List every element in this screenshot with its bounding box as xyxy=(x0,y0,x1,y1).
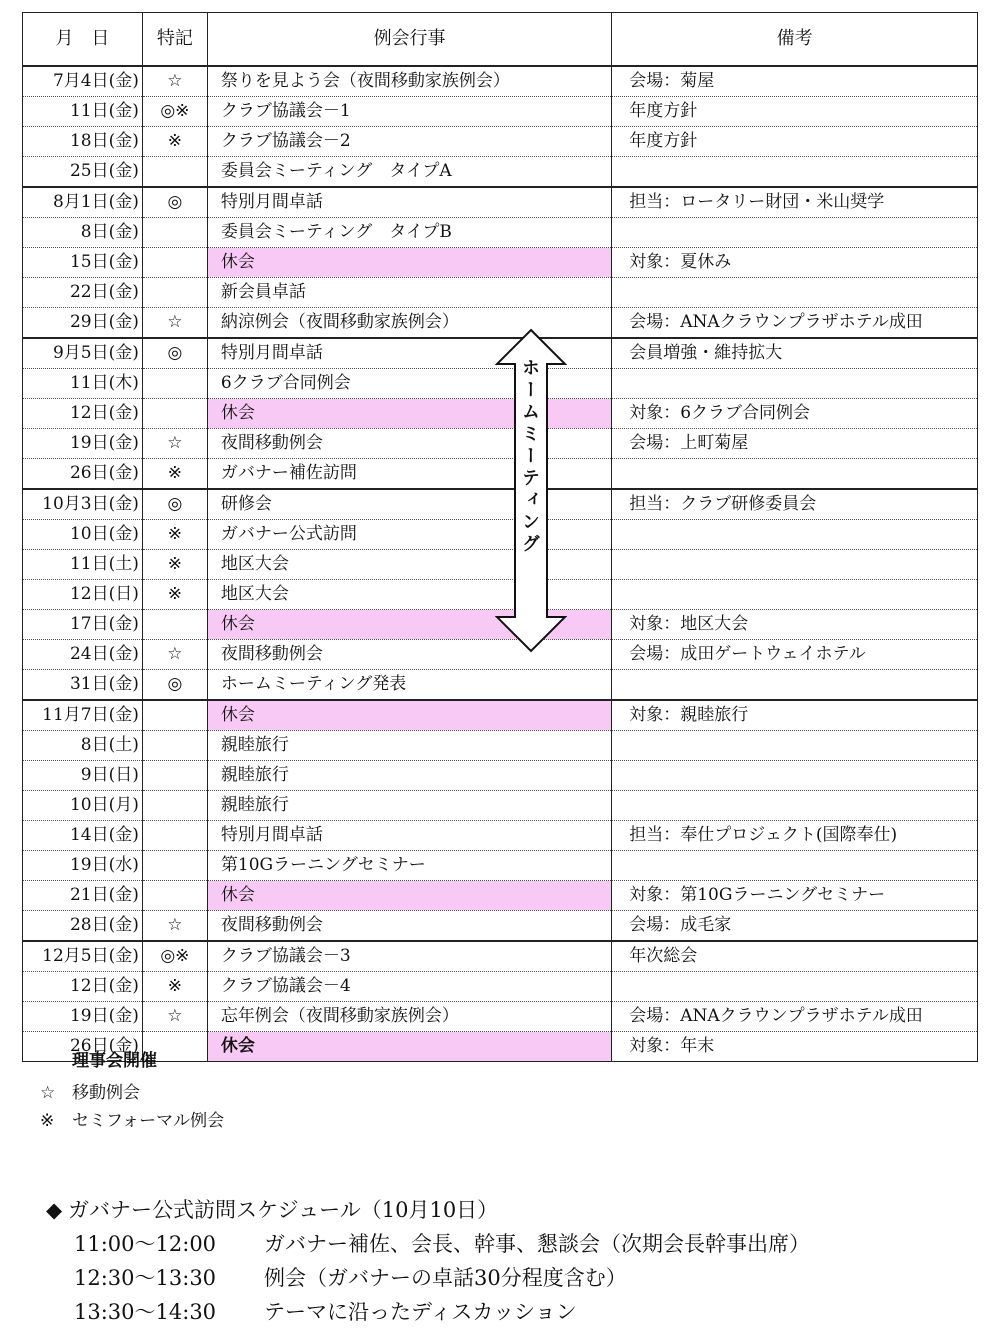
table-row xyxy=(23,127,978,157)
table-row xyxy=(23,218,978,248)
event-cell: 休会 xyxy=(207,248,611,278)
event-cell: ガバナー補佐訪問 xyxy=(207,459,611,490)
note-cell xyxy=(612,580,978,610)
date-cell: 9月5日(金) xyxy=(23,338,143,369)
mark-cell: ◎ xyxy=(142,670,207,701)
mark-cell xyxy=(142,278,207,308)
event-cell: 委員会ミーティング タイプB xyxy=(207,218,611,248)
mark-cell: ☆ xyxy=(142,911,207,942)
mark-cell: ※ xyxy=(142,972,207,1002)
event-cell: ガバナー公式訪問 xyxy=(207,520,611,550)
legend-semiformal-meeting xyxy=(40,1106,224,1131)
event-cell: 休会 xyxy=(207,610,611,640)
note-cell: 対象：親睦旅行 xyxy=(612,700,978,731)
note-cell xyxy=(612,218,978,248)
visit-time: 13:30～14:30 xyxy=(74,1300,217,1324)
visit-desc: テーマに沿ったディスカッション xyxy=(264,1300,577,1324)
date-cell: 25日(金) xyxy=(23,157,143,188)
diamond-bullet-icon: ◆ xyxy=(46,1198,63,1222)
note-cell: 会場：上町菊屋 xyxy=(612,429,978,459)
note-cell xyxy=(612,972,978,1002)
mark-cell: ※ xyxy=(142,520,207,550)
header-note: 備考 xyxy=(612,13,978,67)
date-cell: 19日(金) xyxy=(23,429,143,459)
event-cell: 委員会ミーティング タイプA xyxy=(207,157,611,188)
table-row xyxy=(23,670,978,701)
date-cell: 10日(金) xyxy=(23,520,143,550)
event-cell: 親睦旅行 xyxy=(207,791,611,821)
date-cell: 8月1日(金) xyxy=(23,187,143,218)
note-cell xyxy=(612,851,978,881)
date-cell: 12月5日(金) xyxy=(23,941,143,972)
note-cell: 対象：6クラブ合同例会 xyxy=(612,399,978,429)
date-cell: 10日(月) xyxy=(23,791,143,821)
mark-cell: ☆ xyxy=(142,429,207,459)
event-cell: 親睦旅行 xyxy=(207,761,611,791)
mark-cell: ◎※ xyxy=(142,941,207,972)
mark-cell: ☆ xyxy=(142,640,207,670)
event-cell: 休会 xyxy=(207,881,611,911)
visit-time: 11:00～12:00 xyxy=(74,1232,217,1256)
event-cell: 研修会 xyxy=(207,489,611,520)
note-cell: 担当：奉仕プロジェクト(国際奉仕) xyxy=(612,821,978,851)
note-cell: 担当：クラブ研修委員会 xyxy=(612,489,978,520)
date-cell: 7月4日(金) xyxy=(23,66,143,97)
note-cell xyxy=(612,369,978,399)
event-cell: クラブ協議会－1 xyxy=(207,97,611,127)
note-cell xyxy=(612,550,978,580)
note-cell: 担当：ロータリー財団・米山奨学 xyxy=(612,187,978,218)
date-cell: 18日(金) xyxy=(23,127,143,157)
mark-cell xyxy=(142,369,207,399)
mark-cell xyxy=(142,881,207,911)
date-cell: 12日(日) xyxy=(23,580,143,610)
date-cell: 24日(金) xyxy=(23,640,143,670)
visit-item xyxy=(46,1227,810,1261)
date-cell: 21日(金) xyxy=(23,881,143,911)
table-row xyxy=(23,731,978,761)
event-cell: 休会 xyxy=(207,399,611,429)
table-row xyxy=(23,1032,978,1062)
event-cell: 親睦旅行 xyxy=(207,731,611,761)
header-date: 月 日 xyxy=(23,13,143,67)
event-cell: 休会 xyxy=(207,700,611,731)
legend-mobile-label: 移動例会 xyxy=(72,1083,140,1103)
date-cell: 26日(金) xyxy=(23,459,143,490)
reference-mark-icon: ※ xyxy=(40,1111,55,1131)
date-cell: 29日(金) xyxy=(23,308,143,339)
date-cell: 14日(金) xyxy=(23,821,143,851)
table-row xyxy=(23,972,978,1002)
table-row xyxy=(23,761,978,791)
event-cell: クラブ協議会－4 xyxy=(207,972,611,1002)
mark-cell xyxy=(142,731,207,761)
date-cell: 10月3日(金) xyxy=(23,489,143,520)
mark-cell: ※ xyxy=(142,127,207,157)
date-cell: 31日(金) xyxy=(23,670,143,701)
visit-item xyxy=(46,1261,810,1295)
date-cell: 11日(木) xyxy=(23,369,143,399)
note-cell: 会場：成毛家 xyxy=(612,911,978,942)
event-cell: 特別月間卓話 xyxy=(207,338,611,369)
date-cell: 11日(土) xyxy=(23,550,143,580)
date-cell: 28日(金) xyxy=(23,911,143,942)
mark-cell xyxy=(142,700,207,731)
date-cell: 12日(金) xyxy=(23,972,143,1002)
date-cell: 19日(金) xyxy=(23,1002,143,1032)
table-row xyxy=(23,97,978,127)
event-cell: 第10Gラーニングセミナー xyxy=(207,851,611,881)
note-cell xyxy=(612,791,978,821)
note-cell: 会場：ANAクラウンプラザホテル成田 xyxy=(612,1002,978,1032)
event-cell: 特別月間卓話 xyxy=(207,187,611,218)
star-icon: ☆ xyxy=(40,1083,56,1103)
event-cell: 特別月間卓話 xyxy=(207,821,611,851)
legend-board-label: 理事会開催 xyxy=(72,1051,157,1071)
mark-cell xyxy=(142,610,207,640)
note-cell: 年度方針 xyxy=(612,97,978,127)
legend-board-meeting xyxy=(72,1046,157,1071)
table-row xyxy=(23,187,978,218)
visit-desc: ガバナー補佐、会長、幹事、懇談会（次期会長幹事出席） xyxy=(264,1232,810,1256)
note-cell xyxy=(612,459,978,490)
table-row xyxy=(23,248,978,278)
visit-item xyxy=(46,1295,810,1329)
date-cell: 26日(金) xyxy=(23,1032,143,1062)
note-cell: 対象：夏休み xyxy=(612,248,978,278)
header-mark: 特記 xyxy=(142,13,207,67)
note-cell: 会場：ANAクラウンプラザホテル成田 xyxy=(612,308,978,339)
governor-visit-schedule xyxy=(46,1193,810,1329)
note-cell: 年次総会 xyxy=(612,941,978,972)
event-cell: 忘年例会（夜間移動家族例会） xyxy=(207,1002,611,1032)
visit-desc: 例会（ガバナーの卓話30分程度含む） xyxy=(264,1266,627,1290)
note-cell xyxy=(612,670,978,701)
note-cell: 対象：地区大会 xyxy=(612,610,978,640)
note-cell: 会員増強・維持拡大 xyxy=(612,338,978,369)
event-cell: 夜間移動例会 xyxy=(207,429,611,459)
note-cell: 会場：成田ゲートウェイホテル xyxy=(612,640,978,670)
mark-cell: ☆ xyxy=(142,66,207,97)
note-cell xyxy=(612,278,978,308)
table-row xyxy=(23,851,978,881)
date-cell: 11月7日(金) xyxy=(23,700,143,731)
date-cell: 15日(金) xyxy=(23,248,143,278)
visit-title-line xyxy=(46,1193,810,1227)
table-row xyxy=(23,821,978,851)
event-cell: 納涼例会（夜間移動家族例会） xyxy=(207,308,611,339)
table-row xyxy=(23,791,978,821)
header-event: 例会行事 xyxy=(207,13,611,67)
event-cell: 6クラブ合同例会 xyxy=(207,369,611,399)
mark-cell: ※ xyxy=(142,459,207,490)
mark-cell xyxy=(142,761,207,791)
date-cell: 8日(金) xyxy=(23,218,143,248)
mark-cell xyxy=(142,851,207,881)
mark-cell: ◎ xyxy=(142,187,207,218)
table-row xyxy=(23,881,978,911)
table-row xyxy=(23,700,978,731)
table-row xyxy=(23,941,978,972)
date-cell: 19日(水) xyxy=(23,851,143,881)
mark-cell xyxy=(142,399,207,429)
note-cell xyxy=(612,761,978,791)
event-cell: クラブ協議会－3 xyxy=(207,941,611,972)
visit-time: 12:30～13:30 xyxy=(74,1266,217,1290)
visit-title: ガバナー公式訪問スケジュール（10月10日） xyxy=(68,1198,499,1222)
event-cell: 夜間移動例会 xyxy=(207,911,611,942)
mark-cell: ☆ xyxy=(142,308,207,339)
table-row xyxy=(23,66,978,97)
legend-mobile-meeting xyxy=(40,1078,140,1103)
mark-cell: ※ xyxy=(142,580,207,610)
event-cell: 夜間移動例会 xyxy=(207,640,611,670)
note-cell: 対象：第10Gラーニングセミナー xyxy=(612,881,978,911)
legend-semiformal-label: セミフォーマル例会 xyxy=(72,1111,225,1131)
event-cell: 地区大会 xyxy=(207,580,611,610)
mark-cell xyxy=(142,157,207,188)
mark-cell: ☆ xyxy=(142,1002,207,1032)
mark-cell: ◎ xyxy=(142,489,207,520)
note-cell xyxy=(612,520,978,550)
event-cell: 地区大会 xyxy=(207,550,611,580)
event-cell: クラブ協議会－2 xyxy=(207,127,611,157)
mark-cell: ◎※ xyxy=(142,97,207,127)
event-cell: 新会員卓話 xyxy=(207,278,611,308)
date-cell: 9日(日) xyxy=(23,761,143,791)
note-cell: 会場：菊屋 xyxy=(612,66,978,97)
table-row xyxy=(23,1002,978,1032)
note-cell: 対象：年末 xyxy=(612,1032,978,1062)
mark-cell: ◎ xyxy=(142,338,207,369)
date-cell: 11日(金) xyxy=(23,97,143,127)
mark-cell: ※ xyxy=(142,550,207,580)
mark-cell xyxy=(142,791,207,821)
date-cell: 8日(土) xyxy=(23,731,143,761)
note-cell xyxy=(612,157,978,188)
date-cell: 17日(金) xyxy=(23,610,143,640)
date-cell: 22日(金) xyxy=(23,278,143,308)
event-cell: 休会 xyxy=(207,1032,611,1062)
event-cell: 祭りを見よう会（夜間移動家族例会） xyxy=(207,66,611,97)
event-cell: ホームミーティング発表 xyxy=(207,670,611,701)
mark-cell xyxy=(142,218,207,248)
note-cell: 年度方針 xyxy=(612,127,978,157)
note-cell xyxy=(612,731,978,761)
table-row xyxy=(23,278,978,308)
mark-cell xyxy=(142,248,207,278)
table-header-row xyxy=(23,13,978,67)
date-cell: 12日(金) xyxy=(23,399,143,429)
table-row xyxy=(23,911,978,942)
table-row xyxy=(23,157,978,188)
home-meeting-label: ホームミーティング xyxy=(519,358,540,556)
mark-cell xyxy=(142,821,207,851)
